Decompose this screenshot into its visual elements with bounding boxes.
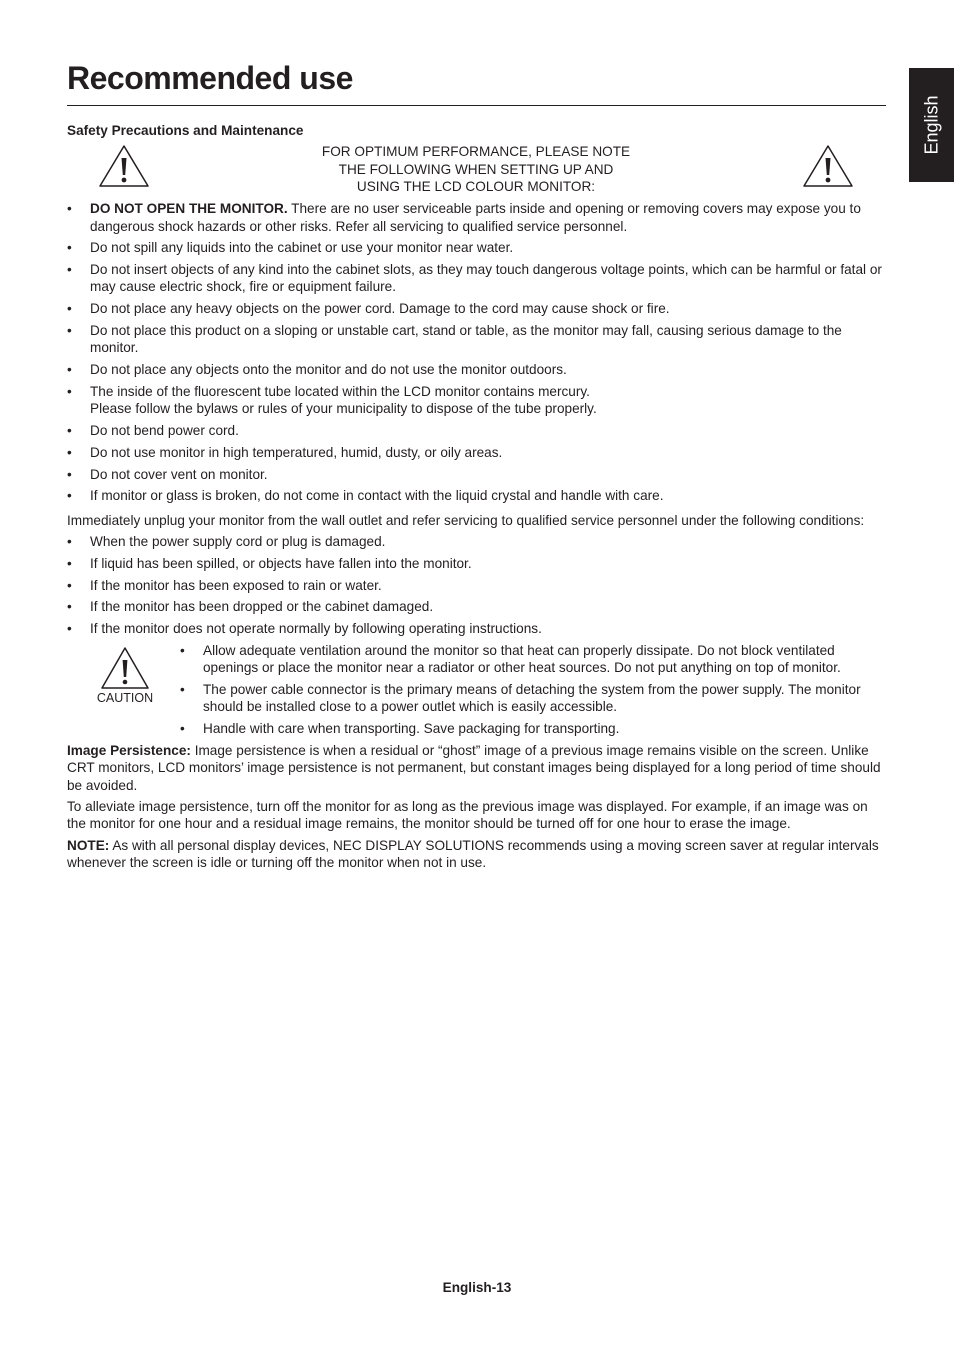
image-persistence-paragraph — [67, 742, 886, 794]
caution-list — [180, 642, 886, 737]
warning-triangle-icon — [98, 144, 150, 192]
list-item: • Do not bend power cord. — [67, 422, 886, 439]
notice-text — [237, 143, 715, 195]
note-text: As with all personal display devices, NEC DISPLAY SOLUTIONS recommends using a moving screen saver at regular intervals whenever the screen is idle or turning off the monitor when not in use. — [67, 837, 879, 870]
list-item: • If the monitor does not operate normally by following operating instructions. — [67, 620, 886, 637]
page-title: Recommended use — [67, 60, 353, 96]
title-divider — [67, 105, 886, 106]
image-persistence-label: Image Persistence: — [67, 743, 191, 759]
list-item: • When the power supply cord or plug is damaged. — [67, 533, 886, 550]
note-label: NOTE: — [67, 837, 110, 853]
list-item — [67, 383, 886, 418]
list-item: • If the monitor has been dropped or the cabinet damaged. — [67, 598, 886, 615]
warning-triangle-icon — [802, 144, 854, 192]
list-item — [67, 200, 886, 235]
caution-icon-group — [67, 646, 183, 707]
list-item: • If liquid has been spilled, or objects have fallen into the monitor. — [67, 555, 886, 572]
main-content — [67, 122, 886, 875]
mercury-line: Please follow the bylaws or rules of your municipality to dispose of the tube properly. — [90, 401, 597, 417]
list-item: • Do not place any heavy objects on the power cord. Damage to the cord may cause shock or fire. — [67, 300, 886, 317]
notice-line: FOR OPTIMUM PERFORMANCE, PLEASE NOTE — [321, 144, 631, 160]
list-item: • Allow adequate ventilation around the monitor so that heat can properly dissipate. Do not block ventilated openings or place the monitor near a radiator or other heat sources. Do not put anything on top of monitor. — [180, 642, 886, 677]
caution-triangle-icon — [100, 646, 150, 690]
language-tab-label: English — [921, 95, 941, 155]
safety-notice — [67, 143, 886, 195]
do-not-open-text: There are no user serviceable parts inside and opening or removing covers may expose you to dangerous shock hazards or other risks. Refer all servicing to qualified service personnel. — [90, 201, 861, 234]
list-item: • If monitor or glass is broken, do not come in contact with the liquid crystal and handle with care. — [67, 487, 886, 504]
list-item: • If the monitor has been exposed to rain or water. — [67, 577, 886, 594]
safety-heading: Safety Precautions and Maintenance — [67, 123, 304, 138]
notice-line: USING THE LCD COLOUR MONITOR: — [356, 178, 596, 194]
language-tab — [909, 68, 954, 182]
list-item: • Do not use monitor in high temperatured, humid, dusty, or oily areas. — [67, 444, 886, 461]
unplug-conditions-list — [67, 533, 886, 637]
mercury-line: • The inside of the fluorescent tube located within the LCD monitor contains mercury. — [90, 383, 590, 399]
page-footer: English-13 — [442, 1280, 512, 1295]
list-item: • Do not spill any liquids into the cabinet or use your monitor near water. — [67, 239, 886, 256]
list-item: • Do not place any objects onto the monitor and do not use the monitor outdoors. — [67, 361, 886, 378]
list-item: • Do not cover vent on monitor. — [67, 466, 886, 483]
list-item: • Do not place this product on a sloping or unstable cart, stand or table, as the monitor may fall, causing serious damage to the monitor. — [67, 322, 886, 357]
list-item: • The power cable connector is the primary means of detaching the system from the power supply. The monitor should be installed close to a power outlet which is easily accessible. — [180, 681, 886, 716]
list-item: • Handle with care when transporting. Save packaging for transporting. — [180, 720, 886, 737]
safety-list — [67, 200, 886, 504]
alleviate-paragraph: To alleviate image persistence, turn off the monitor for as long as the previous image was displayed. For example, if an image was on the monitor for one hour and a residual image remains, the monitor should be turned off for one hour to erase the image. — [67, 798, 868, 832]
list-item: • Do not insert objects of any kind into the cabinet slots, as they may touch dangerous voltage points, which can be harmful or fatal or may cause electric shock, fire or equipment failure. — [67, 261, 886, 296]
caution-label: CAUTION — [96, 691, 154, 706]
unplug-intro: Immediately unplug your monitor from the wall outlet and refer servicing to qualified service personnel under the following conditions: — [67, 512, 865, 528]
caution-block — [67, 642, 886, 737]
note-paragraph — [67, 837, 886, 872]
image-persistence-text: Image persistence is when a residual or “ghost” image of a previous image remains visible on the screen. Unlike CRT monitors, LCD monitors’ image persistence is not permanent, but constant images being displayed for a long period of time should be avoided. — [67, 743, 881, 793]
notice-line: THE FOLLOWING WHEN SETTING UP AND — [338, 161, 614, 177]
do-not-open-label: DO NOT OPEN THE MONITOR. — [90, 201, 288, 217]
